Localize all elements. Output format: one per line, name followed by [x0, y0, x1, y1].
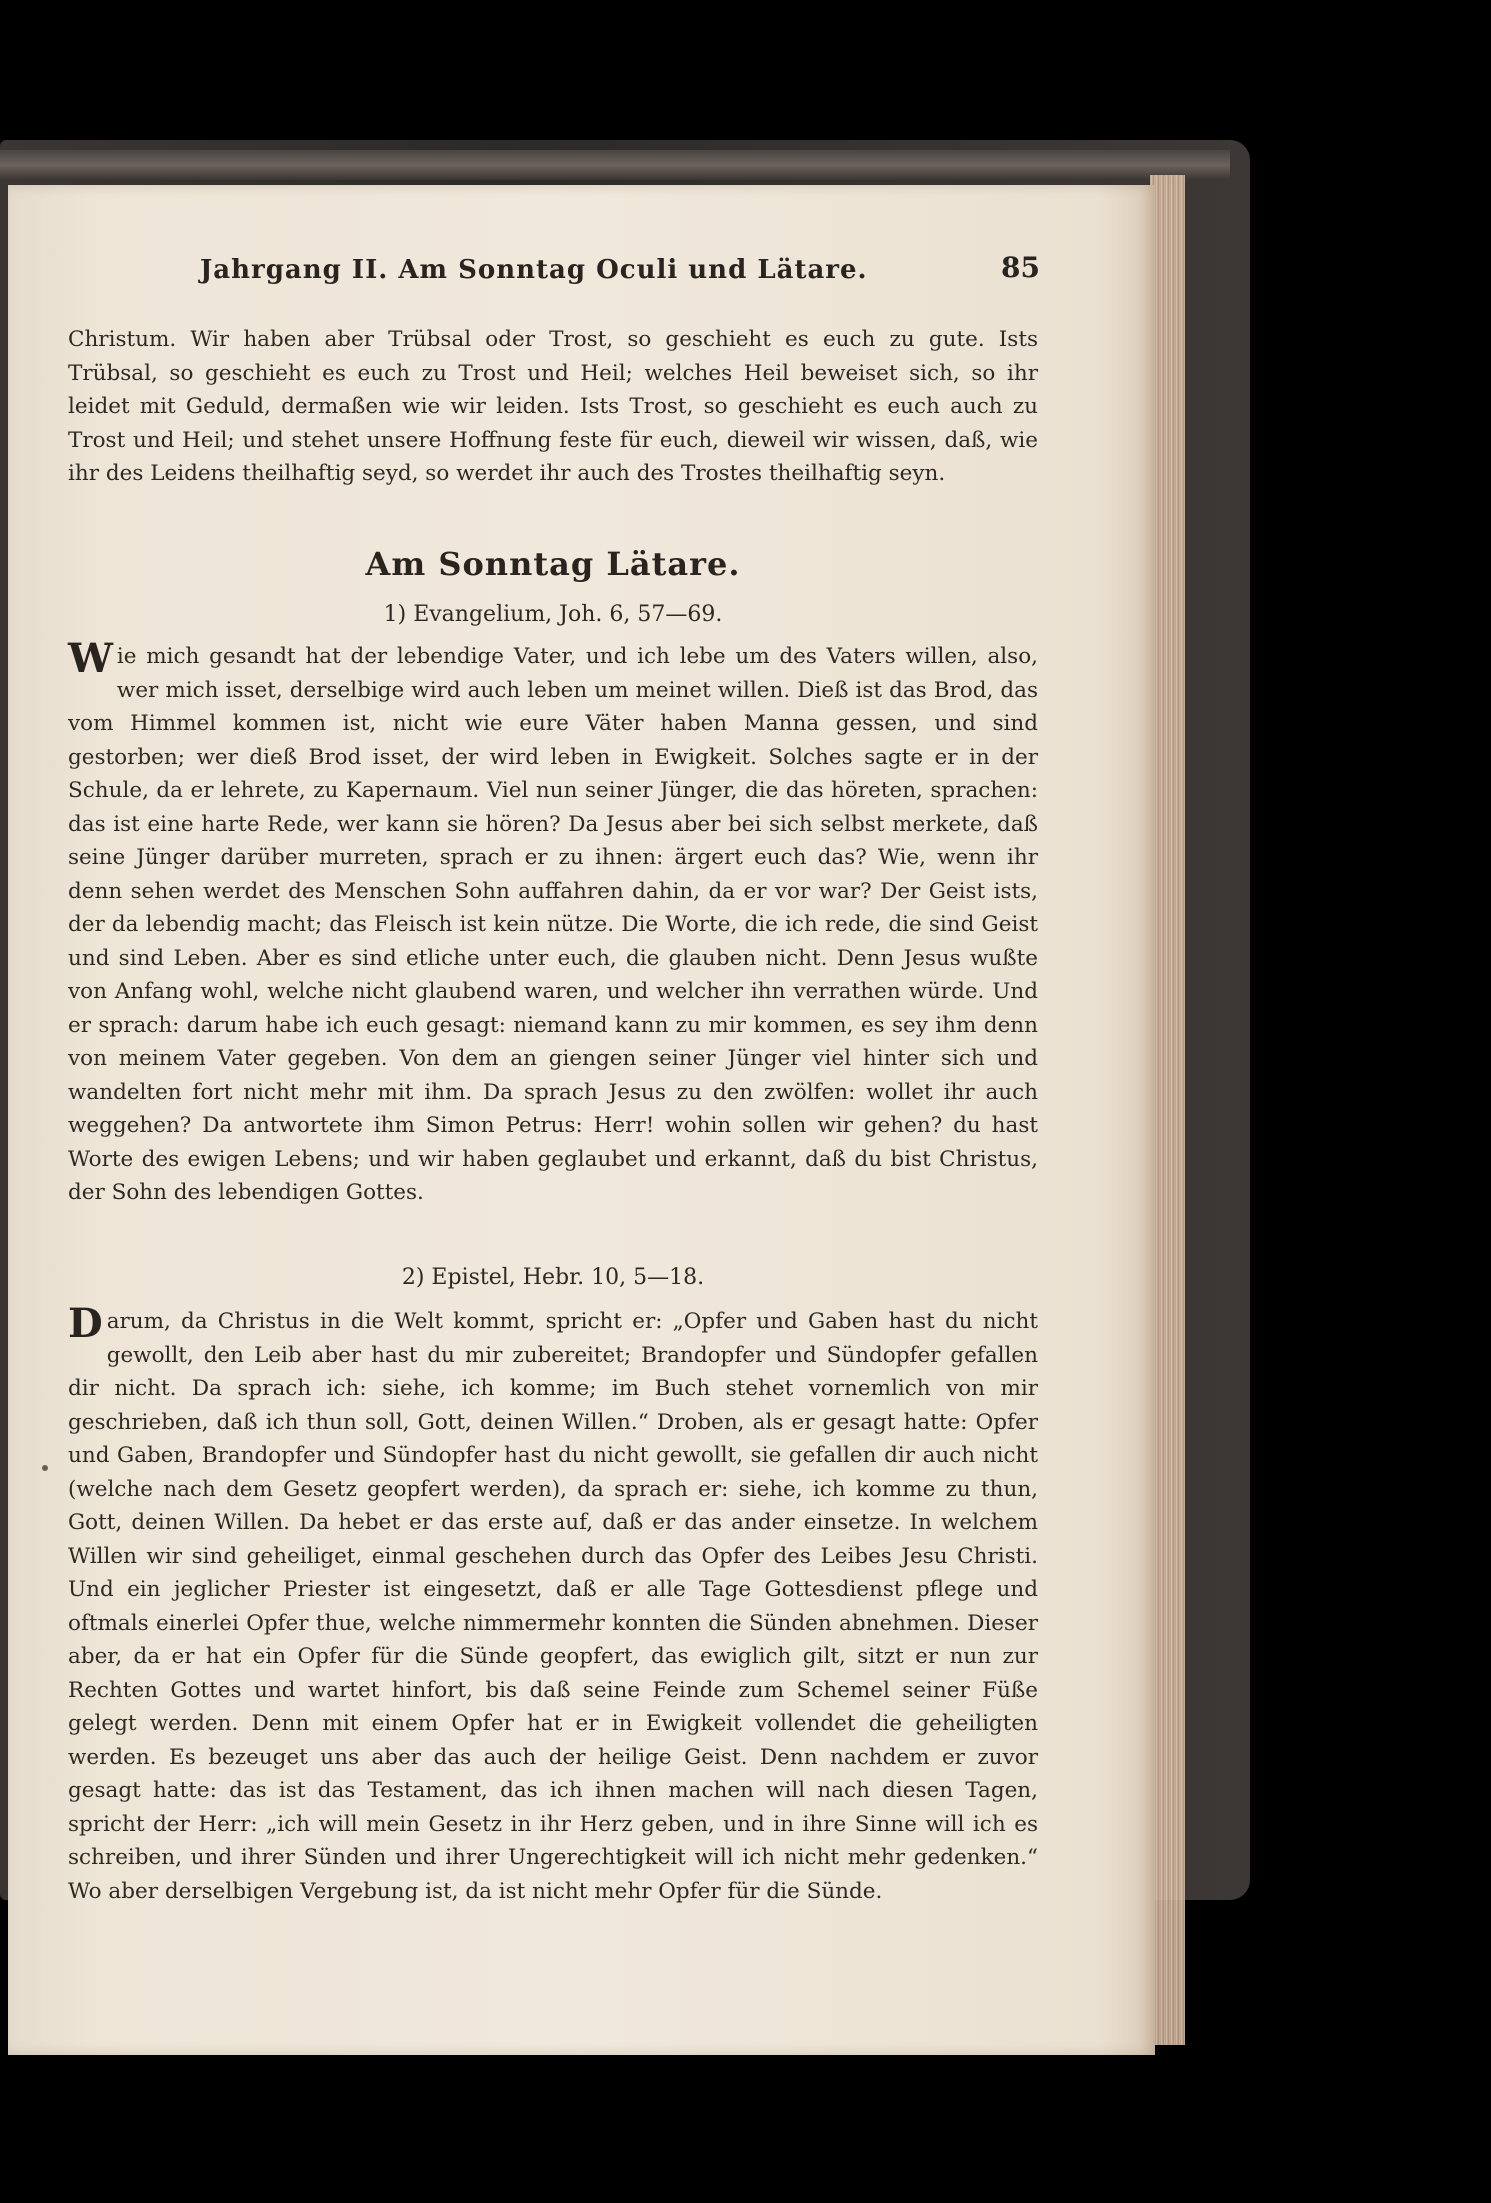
intro-paragraph: Christum. Wir haben aber Trübsal oder Trost, so geschieht es euch zu gute. Ists Trübsal, so geschieht es euch zu Trost und Heil; welches Heil beweiset sich, so ihr leidet mit Geduld, dermaßen wie wir leiden. Ists Trost, so geschieht es euch auch zu Trost und Heil; und stehet unsere Hoffnung feste für euch, dieweil wir wissen, daß, wie ihr des Leidens theilhaftig seyd, so werdet ihr auch des Trostes theilhaftig seyn. [68, 327, 1038, 486]
epistle-text: arum, da Christus in die Welt kommt, spricht er: „Opfer und Gaben hast du nicht gewollt, den Leib aber hast du mir zubereitet; Brandopfer und Sündopfer gefallen dir nicht. Da sprach ich: siehe, ich komme; im Buch stehet vornemlich von mir geschrieben, daß ich thun soll, Gott, deinen Willen.“ Droben, als er gesagt hatte: Opfer und Gaben, Brandopfer und Sündopfer hast du nicht gewollt, sie gefallen dir auch nicht (welche nach dem Gesetz geopfert werden), da sprach er: siehe, ich komme zu thun, Gott, deinen Willen. Da hebet er das erste auf, daß er das ander einsetze. In welchem Willen wir sind geheiliget, einmal geschehen durch das Opfer des Leibes Jesu Christi. Und ein jeglicher Priester ist eingesetzt, daß er alle Tage Gottesdienst pflege und oftmals einerlei Opfer thue, welche nimmermehr konnten die Sünden abnehmen. Dieser aber, da er hat ein Opfer für die Sünde geopfert, das ewiglich gilt, sitzt er nun zur Rechten Gottes und wartet hinfort, bis daß seine Feinde zum Schemel seiner Füße gelegt werden. Denn mit einem Opfer hat er in Ewigkeit vollendet die geheiligten werden. Es bezeuget uns aber das auch der heilige Geist. Denn nachdem er zuvor gesagt hatte: das ist das Testament, das ich ihnen machen will nach diesen Tagen, spricht der Herr: „ich will mein Gesetz in ihr Herz geben, und in ihre Sinne will ich es schreiben, und ihrer Sünden und ihrer Ungerechtigkeit will ich nicht mehr gedenken.“ Wo aber derselbigen Vergebung ist, da ist nicht mehr Opfer für die Sünde. [68, 1309, 1038, 1904]
gospel-paragraph [68, 635, 1038, 1210]
gospel-dropcap: W [68, 635, 113, 682]
intro-paragraph-block [68, 323, 1038, 491]
section-title: Am Sonntag Lätare. [365, 545, 741, 583]
epistle-dropcap: D [68, 1300, 103, 1347]
gospel-block [68, 635, 1038, 1210]
epistle-block [68, 1300, 1038, 1908]
gospel-text: ie mich gesandt hat der lebendige Vater, und ich lebe um des Vaters willen, also, wer mich isset, derselbige wird auch leben um meinet willen. Dieß ist das Brod, das vom Himmel kommen ist, nicht wie eure Väter haben Manna gessen, und sind gestorben; wer dieß Brod isset, der wird leben in Ewigkeit. Solches sagte er in der Schule, da er lehrete, zu Kapernaum. Viel nun seiner Jünger, die das höreten, sprachen: das ist eine harte Rede, wer kann sie hören? Da Jesus aber bei sich selbst merkete, daß seine Jünger darüber murreten, sprach er zu ihnen: ärgert euch das? Wie, wenn ihr denn sehen werdet des Menschen Sohn auffahren dahin, da er vor war? Der Geist ists, der da lebendig macht; das Fleisch ist kein nütze. Die Worte, die ich rede, die sind Geist und sind Leben. Aber es sind etliche unter euch, die glauben nicht. Denn Jesus wußte von Anfang wohl, welche nicht glaubend waren, und welcher ihn verrathen würde. Und er sprach: darum habe ich euch gesagt: niemand kann zu mir kommen, es sey ihm denn von meinem Vater gegeben. Von dem an giengen seiner Jünger viel hinter sich und wandelten fort nicht mehr mit ihm. Da sprach Jesus zu den zwölfen: wollet ihr auch weggehen? Da antwortete ihm Simon Petrus: Herr! wohin sollen wir gehen? du hast Worte des ewigen Lebens; und wir haben geglaubet und erkannt, daß du bist Christus, der Sohn des lebendigen Gottes. [68, 644, 1038, 1205]
epistle-paragraph [68, 1300, 1038, 1908]
running-header-title: Jahrgang II. Am Sonntag Oculi und Lätare. [200, 255, 868, 285]
margin-mark [42, 1465, 48, 1471]
running-header [200, 251, 1040, 305]
epistle-heading: 2) Epistel, Hebr. 10, 5—18. [401, 1265, 705, 1290]
page-number: 85 [1001, 251, 1040, 284]
gospel-heading: 1) Evangelium, Joh. 6, 57—69. [383, 602, 723, 627]
page-edges [1150, 175, 1185, 2045]
book-cover-edge [0, 150, 1230, 180]
